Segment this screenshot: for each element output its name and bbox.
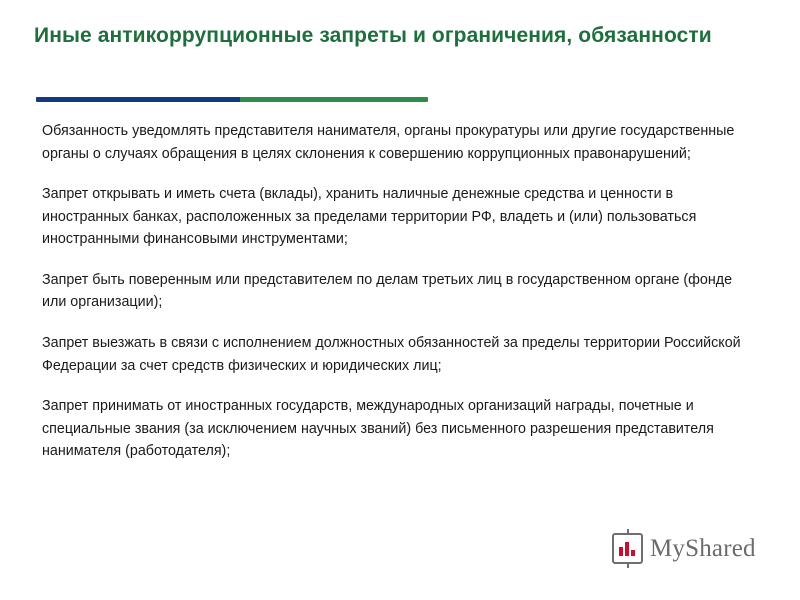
body-paragraph: Запрет принимать от иностранных государств, международных организаций награды, почетные и специальные звания (за исключением научных званий) без письменного разрешения представителя нанимателя (работодателя);: [42, 398, 714, 460]
body-paragraph: Запрет открывать и иметь счета (вклады), хранить наличные денежные средства и ценности в иностранных банках, расположенных за пределами территории РФ, владеть и (или) пользоваться иностранными финансовыми инструментами;: [42, 186, 697, 248]
myshared-logo: [612, 533, 756, 564]
bar-chart-icon: [612, 533, 643, 564]
page-title: Иные антикоррупционные запреты и ограничения, обязанности: [34, 24, 712, 47]
slide-body: [42, 120, 760, 463]
body-paragraph: Запрет быть поверенным или представителем по делам третьих лиц в государственном органе (фонде или организации);: [42, 271, 733, 311]
body-paragraph: Обязанность уведомлять представителя нанимателя, органы прокуратуры или другие государственные органы о случаях обращения в целях склонения к совершению коррупционных правонарушений;: [42, 123, 735, 162]
title-divider: [36, 97, 428, 102]
body-paragraph: Запрет выезжать в связи с исполнением должностных обязанностей за пределы территории Российской Федерации за счет средств физических и юридических лиц;: [42, 335, 741, 374]
logo-text: MyShared: [650, 534, 756, 562]
